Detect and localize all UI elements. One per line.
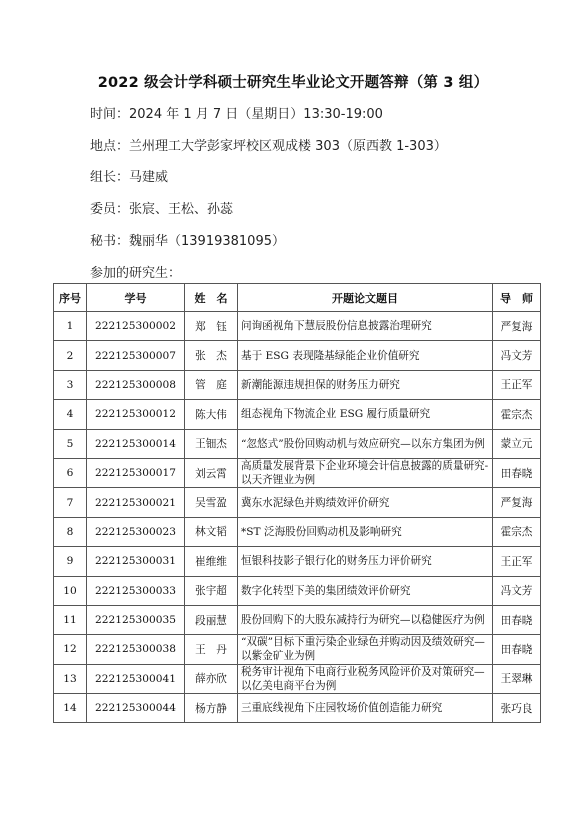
place-label: 地点：	[90, 139, 130, 154]
group-leader	[90, 166, 168, 185]
cell-name: 王钿杰	[185, 429, 238, 458]
cell-name: 林文韬	[185, 517, 238, 546]
table-row	[54, 341, 541, 370]
cell-advisor: 严复海	[493, 312, 541, 341]
cell-topic: 新潮能源违规担保的财务压力研究	[238, 370, 493, 399]
cell-advisor: 王正军	[493, 370, 541, 399]
table-row	[54, 664, 541, 693]
cell-index: 4	[54, 400, 87, 429]
secretary-label: 秘书：	[90, 234, 130, 249]
table-row	[54, 694, 541, 723]
cell-name: 陈大伟	[185, 400, 238, 429]
cell-topic: 基于 ESG 表现隆基绿能企业价值研究	[238, 341, 493, 370]
table-row	[54, 605, 541, 634]
cell-index: 7	[54, 488, 87, 517]
table-row	[54, 400, 541, 429]
cell-advisor: 田春晓	[493, 605, 541, 634]
cell-topic: 冀东水泥绿色并购绩效评价研究	[238, 488, 493, 517]
cell-index: 12	[54, 635, 87, 664]
header-topic: 开题论文题目	[238, 284, 493, 312]
table-row	[54, 429, 541, 458]
cell-student-id: 222125300007	[87, 341, 185, 370]
secretary	[90, 230, 285, 249]
table-row	[54, 547, 541, 576]
cell-advisor: 蒙立元	[493, 429, 541, 458]
cell-advisor: 霍宗杰	[493, 400, 541, 429]
cell-index: 10	[54, 576, 87, 605]
cell-topic: 数字化转型下美的集团绩效评价研究	[238, 576, 493, 605]
cell-index: 8	[54, 517, 87, 546]
cell-advisor: 王正军	[493, 547, 541, 576]
table-row	[54, 517, 541, 546]
cell-student-id: 222125300041	[87, 664, 185, 693]
meeting-time	[90, 103, 383, 122]
cell-index: 14	[54, 694, 87, 723]
cell-name: 刘云霄	[185, 458, 238, 487]
cell-index: 2	[54, 341, 87, 370]
time-label: 时间：	[90, 107, 130, 122]
cell-name: 薛亦欣	[185, 664, 238, 693]
page-title: 2022 级会计学科硕士研究生毕业论文开题答辩（第 3 组）	[97, 75, 489, 91]
cell-topic: 高质量发展背景下企业环境会计信息披露的质量研究-以天齐锂业为例	[238, 458, 493, 487]
cell-student-id: 222125300008	[87, 370, 185, 399]
cell-index: 3	[54, 370, 87, 399]
cell-topic: “双碳”目标下重污染企业绿色并购动因及绩效研究—以紫金矿业为例	[238, 635, 493, 664]
cell-name: 崔维维	[185, 547, 238, 576]
leader-label: 组长：	[90, 170, 130, 185]
cell-name: 王 丹	[185, 635, 238, 664]
cell-index: 1	[54, 312, 87, 341]
committee-members	[90, 198, 233, 217]
cell-index: 5	[54, 429, 87, 458]
meeting-place	[90, 135, 447, 154]
header-name: 姓 名	[185, 284, 238, 312]
cell-topic: 税务审计视角下电商行业税务风险评价及对策研究—以亿美电商平台为例	[238, 664, 493, 693]
table-row	[54, 576, 541, 605]
cell-topic: 三重底线视角下庄园牧场价值创造能力研究	[238, 694, 493, 723]
cell-advisor: 霍宗杰	[493, 517, 541, 546]
leader-value: 马建威	[129, 170, 169, 185]
cell-student-id: 222125300044	[87, 694, 185, 723]
cell-topic: 股份回购下的大股东减持行为研究—以稳健医疗为例	[238, 605, 493, 634]
table-row	[54, 488, 541, 517]
cell-name: 段丽慧	[185, 605, 238, 634]
cell-advisor: 田春晓	[493, 635, 541, 664]
cell-advisor: 田春晓	[493, 458, 541, 487]
cell-advisor: 王翠琳	[493, 664, 541, 693]
cell-advisor: 冯文芳	[493, 576, 541, 605]
place-value: 兰州理工大学彭家坪校区观成楼 303（原西教 1-303）	[129, 139, 447, 154]
table-row	[54, 370, 541, 399]
time-value: 2024 年 1 月 7 日（星期日）13:30-19:00	[129, 107, 383, 122]
table-header-row	[54, 284, 541, 312]
cell-advisor: 严复海	[493, 488, 541, 517]
table-row	[54, 635, 541, 664]
participants-heading: 参加的研究生：	[90, 266, 182, 281]
cell-student-id: 222125300031	[87, 547, 185, 576]
cell-name: 张宇超	[185, 576, 238, 605]
members-value: 张宸、王松、孙蕊	[129, 202, 234, 217]
cell-topic: 组态视角下物流企业 ESG 履行质量研究	[238, 400, 493, 429]
cell-topic: *ST 泛海股份回购动机及影响研究	[238, 517, 493, 546]
cell-name: 吴雪盈	[185, 488, 238, 517]
cell-name: 郑 钰	[185, 312, 238, 341]
cell-student-id: 222125300002	[87, 312, 185, 341]
cell-topic: 恒银科技影子银行化的财务压力评价研究	[238, 547, 493, 576]
cell-index: 9	[54, 547, 87, 576]
cell-student-id: 222125300035	[87, 605, 185, 634]
cell-name: 管 庭	[185, 370, 238, 399]
cell-advisor: 张巧良	[493, 694, 541, 723]
cell-student-id: 222125300023	[87, 517, 185, 546]
members-label: 委员：	[90, 202, 130, 217]
cell-name: 张 杰	[185, 341, 238, 370]
students-table	[53, 283, 541, 723]
cell-index: 6	[54, 458, 87, 487]
table-row	[54, 312, 541, 341]
cell-topic: “忽悠式”股份回购动机与效应研究—以东方集团为例	[238, 429, 493, 458]
table-row	[54, 458, 541, 487]
header-student-id: 学号	[87, 284, 185, 312]
cell-index: 11	[54, 605, 87, 634]
cell-name: 杨方静	[185, 694, 238, 723]
cell-student-id: 222125300017	[87, 458, 185, 487]
cell-advisor: 冯文芳	[493, 341, 541, 370]
header-advisor: 导 师	[493, 284, 541, 312]
header-index: 序号	[54, 284, 87, 312]
secretary-value: 魏丽华（13919381095）	[129, 234, 285, 249]
cell-student-id: 222125300014	[87, 429, 185, 458]
cell-topic: 问询函视角下慧辰股份信息披露治理研究	[238, 312, 493, 341]
cell-student-id: 222125300021	[87, 488, 185, 517]
cell-student-id: 222125300038	[87, 635, 185, 664]
cell-student-id: 222125300033	[87, 576, 185, 605]
cell-student-id: 222125300012	[87, 400, 185, 429]
cell-index: 13	[54, 664, 87, 693]
